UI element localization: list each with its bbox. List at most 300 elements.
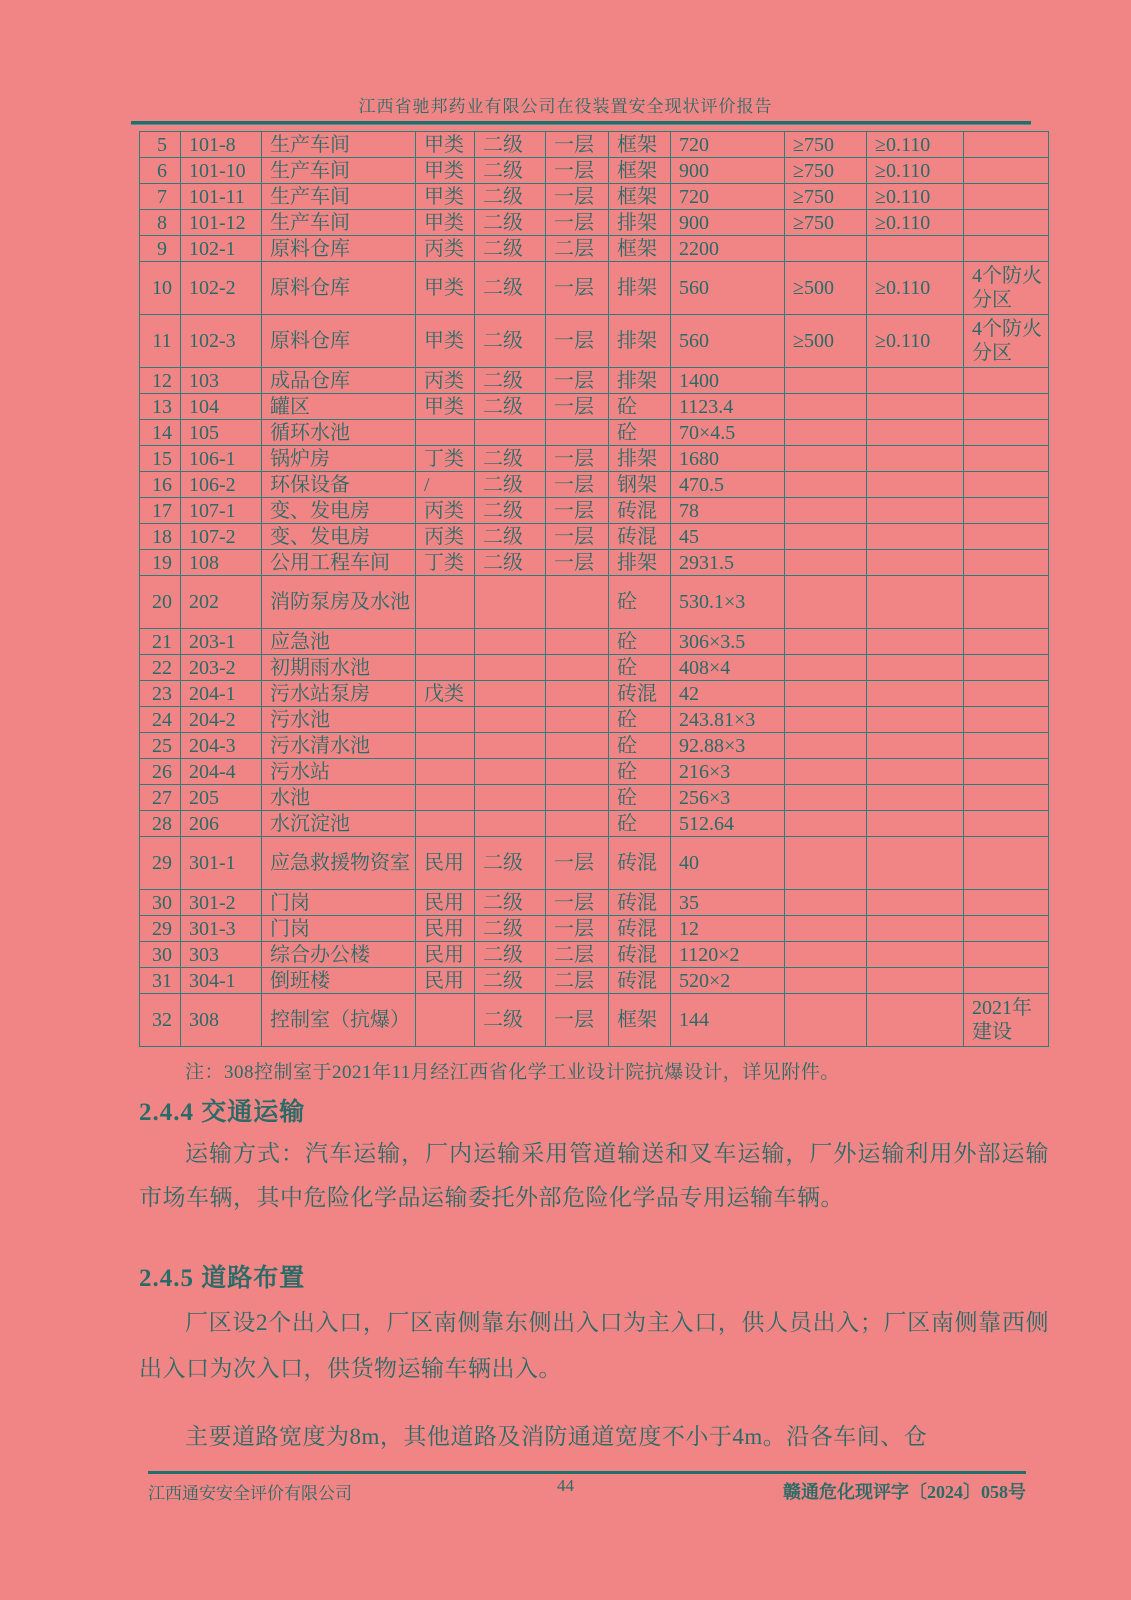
cell-ratio <box>867 942 964 968</box>
cell-no: 11 <box>140 315 181 368</box>
cell-floors: 一层 <box>546 472 609 498</box>
cell-dist <box>785 524 867 550</box>
cell-struct: 框架 <box>609 236 671 262</box>
cell-struct: 砼 <box>609 759 671 785</box>
cell-no: 27 <box>140 785 181 811</box>
cell-ratio <box>867 236 964 262</box>
cell-no: 29 <box>140 837 181 890</box>
cell-dist: ≥750 <box>785 210 867 236</box>
cell-remark <box>964 837 1049 890</box>
cell-rating: 二级 <box>475 210 546 236</box>
cell-struct: 砼 <box>609 733 671 759</box>
table-note: 注：308控制室于2021年11月经江西省化学工业设计院抗爆设计，详见附件。 <box>185 1062 840 1083</box>
cell-area: 1680 <box>671 446 785 472</box>
cell-remark <box>964 733 1049 759</box>
cell-area: 408×4 <box>671 655 785 681</box>
cell-dist <box>785 420 867 446</box>
cell-no: 32 <box>140 994 181 1047</box>
cell-cat: 甲类 <box>416 158 475 184</box>
cell-code: 102-3 <box>181 315 262 368</box>
cell-area: 520×2 <box>671 968 785 994</box>
cell-area: 216×3 <box>671 759 785 785</box>
cell-cat: 甲类 <box>416 262 475 315</box>
cell-area: 2931.5 <box>671 550 785 576</box>
cell-rating <box>475 811 546 837</box>
cell-floors: 一层 <box>546 994 609 1047</box>
cell-no: 14 <box>140 420 181 446</box>
cell-remark <box>964 184 1049 210</box>
cell-rating: 二级 <box>475 446 546 472</box>
header-rule <box>131 121 1031 125</box>
cell-floors: 一层 <box>546 132 609 158</box>
cell-remark <box>964 472 1049 498</box>
cell-area: 1123.4 <box>671 394 785 420</box>
cell-remark <box>964 811 1049 837</box>
cell-cat <box>416 733 475 759</box>
cell-no: 31 <box>140 968 181 994</box>
cell-name: 生产车间 <box>262 210 416 236</box>
cell-code: 105 <box>181 420 262 446</box>
cell-dist <box>785 472 867 498</box>
cell-cat <box>416 576 475 629</box>
cell-area: 306×3.5 <box>671 629 785 655</box>
cell-cat <box>416 811 475 837</box>
cell-ratio <box>867 681 964 707</box>
cell-remark <box>964 916 1049 942</box>
cell-remark <box>964 210 1049 236</box>
cell-name: 应急池 <box>262 629 416 655</box>
cell-remark <box>964 158 1049 184</box>
cell-no: 25 <box>140 733 181 759</box>
cell-cat: / <box>416 472 475 498</box>
cell-name: 变、发电房 <box>262 524 416 550</box>
cell-floors <box>546 420 609 446</box>
section-heading-road-layout: 2.4.5 道路布置 <box>139 1265 306 1292</box>
cell-remark <box>964 785 1049 811</box>
table-row <box>140 420 1049 446</box>
cell-ratio <box>867 420 964 446</box>
cell-struct: 排架 <box>609 315 671 368</box>
cell-ratio: ≥0.110 <box>867 315 964 368</box>
cell-area: 470.5 <box>671 472 785 498</box>
table-row <box>140 733 1049 759</box>
cell-struct: 排架 <box>609 368 671 394</box>
cell-dist <box>785 890 867 916</box>
cell-rating <box>475 629 546 655</box>
cell-remark <box>964 681 1049 707</box>
cell-code: 107-1 <box>181 498 262 524</box>
cell-dist <box>785 550 867 576</box>
cell-remark <box>964 576 1049 629</box>
cell-no: 26 <box>140 759 181 785</box>
cell-dist <box>785 968 867 994</box>
cell-struct: 砼 <box>609 785 671 811</box>
cell-area: 560 <box>671 262 785 315</box>
cell-no: 30 <box>140 890 181 916</box>
cell-code: 301-1 <box>181 837 262 890</box>
cell-name: 水池 <box>262 785 416 811</box>
cell-no: 23 <box>140 681 181 707</box>
cell-rating: 二级 <box>475 315 546 368</box>
cell-name: 水沉淀池 <box>262 811 416 837</box>
cell-name: 污水站 <box>262 759 416 785</box>
cell-dist <box>785 707 867 733</box>
cell-dist <box>785 942 867 968</box>
cell-floors: 二层 <box>546 236 609 262</box>
table-row <box>140 446 1049 472</box>
table-row <box>140 576 1049 629</box>
cell-name: 公用工程车间 <box>262 550 416 576</box>
cell-area: 1120×2 <box>671 942 785 968</box>
cell-floors: 一层 <box>546 368 609 394</box>
cell-cat: 甲类 <box>416 210 475 236</box>
footer-document-number: 赣通危化现评字〔2024〕058号 <box>783 1482 1026 1502</box>
cell-name: 罐区 <box>262 394 416 420</box>
cell-code: 303 <box>181 942 262 968</box>
cell-area: 12 <box>671 916 785 942</box>
cell-name: 倒班楼 <box>262 968 416 994</box>
cell-code: 304-1 <box>181 968 262 994</box>
footer-company: 江西通安安全评价有限公司 <box>148 1484 352 1503</box>
cell-name: 初期雨水池 <box>262 655 416 681</box>
cell-rating <box>475 759 546 785</box>
cell-rating: 二级 <box>475 968 546 994</box>
cell-no: 17 <box>140 498 181 524</box>
table-row <box>140 236 1049 262</box>
cell-floors: 一层 <box>546 837 609 890</box>
cell-code: 202 <box>181 576 262 629</box>
table-row <box>140 890 1049 916</box>
cell-dist <box>785 916 867 942</box>
table-row <box>140 942 1049 968</box>
table-row <box>140 315 1049 368</box>
cell-struct: 砖混 <box>609 968 671 994</box>
cell-name: 变、发电房 <box>262 498 416 524</box>
cell-no: 21 <box>140 629 181 655</box>
cell-dist <box>785 759 867 785</box>
cell-area: 1400 <box>671 368 785 394</box>
cell-area: 720 <box>671 132 785 158</box>
table-row <box>140 916 1049 942</box>
cell-area: 92.88×3 <box>671 733 785 759</box>
cell-code: 203-1 <box>181 629 262 655</box>
cell-code: 204-3 <box>181 733 262 759</box>
cell-area: 512.64 <box>671 811 785 837</box>
cell-remark: 2021年建设 <box>964 994 1049 1047</box>
cell-remark <box>964 524 1049 550</box>
cell-no: 28 <box>140 811 181 837</box>
cell-struct: 砖混 <box>609 916 671 942</box>
cell-no: 19 <box>140 550 181 576</box>
cell-dist: ≥500 <box>785 315 867 368</box>
cell-floors: 一层 <box>546 916 609 942</box>
cell-cat <box>416 629 475 655</box>
table-row <box>140 629 1049 655</box>
cell-cat: 甲类 <box>416 315 475 368</box>
cell-ratio <box>867 785 964 811</box>
table-row <box>140 262 1049 315</box>
cell-remark <box>964 968 1049 994</box>
table-row <box>140 498 1049 524</box>
cell-code: 206 <box>181 811 262 837</box>
cell-rating: 二级 <box>475 550 546 576</box>
cell-dist <box>785 733 867 759</box>
cell-cat: 戊类 <box>416 681 475 707</box>
cell-remark: 4个防火分区 <box>964 262 1049 315</box>
cell-ratio <box>867 629 964 655</box>
cell-struct: 砼 <box>609 655 671 681</box>
cell-code: 101-8 <box>181 132 262 158</box>
cell-remark <box>964 420 1049 446</box>
paragraph-road-entrances: 厂区设2个出入口，厂区南侧靠东侧出入口为主入口，供人员出入；厂区南侧靠西侧出入口为次入口，供货物运输车辆出入。 <box>139 1310 1049 1381</box>
cell-no: 29 <box>140 916 181 942</box>
cell-struct: 排架 <box>609 446 671 472</box>
cell-code: 301-3 <box>181 916 262 942</box>
table-row <box>140 132 1049 158</box>
table-row <box>140 994 1049 1047</box>
cell-ratio: ≥0.110 <box>867 184 964 210</box>
cell-floors: 一层 <box>546 550 609 576</box>
cell-dist: ≥750 <box>785 132 867 158</box>
cell-struct: 砼 <box>609 576 671 629</box>
cell-ratio <box>867 733 964 759</box>
cell-struct: 排架 <box>609 550 671 576</box>
cell-struct: 砖混 <box>609 837 671 890</box>
cell-cat: 民用 <box>416 916 475 942</box>
cell-code: 102-2 <box>181 262 262 315</box>
cell-ratio <box>867 759 964 785</box>
cell-cat: 丁类 <box>416 446 475 472</box>
cell-remark <box>964 550 1049 576</box>
cell-ratio <box>867 394 964 420</box>
cell-name: 门岗 <box>262 916 416 942</box>
cell-area: 78 <box>671 498 785 524</box>
cell-floors: 二层 <box>546 968 609 994</box>
cell-area: 530.1×3 <box>671 576 785 629</box>
cell-code: 106-2 <box>181 472 262 498</box>
cell-cat: 甲类 <box>416 132 475 158</box>
cell-cat: 甲类 <box>416 394 475 420</box>
cell-name: 原料仓库 <box>262 236 416 262</box>
cell-code: 301-2 <box>181 890 262 916</box>
cell-dist <box>785 629 867 655</box>
cell-code: 204-4 <box>181 759 262 785</box>
cell-struct: 砖混 <box>609 681 671 707</box>
cell-ratio <box>867 498 964 524</box>
cell-no: 12 <box>140 368 181 394</box>
cell-floors <box>546 629 609 655</box>
cell-rating: 二级 <box>475 916 546 942</box>
cell-cat: 丙类 <box>416 498 475 524</box>
cell-area: 144 <box>671 994 785 1047</box>
cell-cat: 民用 <box>416 837 475 890</box>
cell-name: 门岗 <box>262 890 416 916</box>
cell-name: 污水站泵房 <box>262 681 416 707</box>
cell-name: 原料仓库 <box>262 262 416 315</box>
cell-name: 生产车间 <box>262 158 416 184</box>
cell-remark <box>964 942 1049 968</box>
cell-floors <box>546 811 609 837</box>
footer-page-number: 44 <box>557 1476 574 1495</box>
cell-struct: 框架 <box>609 132 671 158</box>
cell-cat <box>416 994 475 1047</box>
building-table <box>139 131 1049 1047</box>
table-row <box>140 968 1049 994</box>
cell-no: 18 <box>140 524 181 550</box>
cell-dist <box>785 576 867 629</box>
cell-ratio <box>867 707 964 733</box>
cell-no: 16 <box>140 472 181 498</box>
paragraph-transport-mode: 运输方式：汽车运输，厂内运输采用管道输送和叉车运输，厂外运输利用外部运输市场车辆，其中危险化学品运输委托外部危险化学品专用运输车辆。 <box>139 1141 1049 1210</box>
cell-floors <box>546 759 609 785</box>
cell-rating <box>475 655 546 681</box>
cell-floors: 一层 <box>546 394 609 420</box>
cell-floors <box>546 655 609 681</box>
table-row <box>140 368 1049 394</box>
cell-remark <box>964 707 1049 733</box>
cell-code: 203-2 <box>181 655 262 681</box>
cell-cat: 民用 <box>416 890 475 916</box>
cell-remark <box>964 655 1049 681</box>
cell-no: 7 <box>140 184 181 210</box>
cell-floors: 一层 <box>546 315 609 368</box>
cell-area: 900 <box>671 210 785 236</box>
cell-dist <box>785 498 867 524</box>
cell-floors: 一层 <box>546 210 609 236</box>
cell-remark <box>964 236 1049 262</box>
cell-dist <box>785 994 867 1047</box>
cell-struct: 排架 <box>609 210 671 236</box>
cell-name: 污水池 <box>262 707 416 733</box>
cell-rating: 二级 <box>475 236 546 262</box>
table-row <box>140 394 1049 420</box>
cell-dist: ≥750 <box>785 158 867 184</box>
cell-name: 原料仓库 <box>262 315 416 368</box>
section-heading-transport: 2.4.4 交通运输 <box>139 1099 306 1126</box>
cell-rating: 二级 <box>475 262 546 315</box>
cell-ratio <box>867 655 964 681</box>
cell-dist <box>785 446 867 472</box>
cell-code: 308 <box>181 994 262 1047</box>
cell-name: 综合办公楼 <box>262 942 416 968</box>
cell-area: 243.81×3 <box>671 707 785 733</box>
table-row <box>140 785 1049 811</box>
cell-struct: 砼 <box>609 420 671 446</box>
cell-ratio <box>867 550 964 576</box>
cell-cat <box>416 655 475 681</box>
cell-code: 205 <box>181 785 262 811</box>
cell-dist <box>785 394 867 420</box>
cell-name: 循环水池 <box>262 420 416 446</box>
cell-area: 45 <box>671 524 785 550</box>
cell-area: 42 <box>671 681 785 707</box>
cell-struct: 排架 <box>609 262 671 315</box>
cell-ratio <box>867 811 964 837</box>
cell-area: 560 <box>671 315 785 368</box>
cell-ratio: ≥0.110 <box>867 132 964 158</box>
running-header-title: 江西省驰邦药业有限公司在役装置安全现状评价报告 <box>358 97 773 116</box>
cell-floors: 一层 <box>546 262 609 315</box>
cell-struct: 砖混 <box>609 890 671 916</box>
table-row <box>140 655 1049 681</box>
cell-struct: 砖混 <box>609 524 671 550</box>
cell-ratio <box>867 916 964 942</box>
cell-remark <box>964 759 1049 785</box>
cell-code: 108 <box>181 550 262 576</box>
cell-no: 10 <box>140 262 181 315</box>
cell-rating: 二级 <box>475 158 546 184</box>
cell-dist <box>785 811 867 837</box>
cell-no: 15 <box>140 446 181 472</box>
cell-ratio: ≥0.110 <box>867 262 964 315</box>
cell-remark <box>964 446 1049 472</box>
cell-struct: 钢架 <box>609 472 671 498</box>
cell-floors: 一层 <box>546 524 609 550</box>
cell-struct: 砼 <box>609 629 671 655</box>
cell-rating: 二级 <box>475 524 546 550</box>
cell-name: 生产车间 <box>262 132 416 158</box>
cell-ratio <box>867 994 964 1047</box>
cell-code: 101-12 <box>181 210 262 236</box>
cell-no: 8 <box>140 210 181 236</box>
cell-ratio: ≥0.110 <box>867 158 964 184</box>
table-row <box>140 158 1049 184</box>
cell-area: 70×4.5 <box>671 420 785 446</box>
table-row <box>140 472 1049 498</box>
cell-name: 锅炉房 <box>262 446 416 472</box>
cell-dist: ≥500 <box>785 262 867 315</box>
cell-area: 35 <box>671 890 785 916</box>
cell-ratio <box>867 368 964 394</box>
cell-rating: 二级 <box>475 942 546 968</box>
cell-ratio <box>867 446 964 472</box>
cell-area: 720 <box>671 184 785 210</box>
cell-area: 900 <box>671 158 785 184</box>
cell-no: 13 <box>140 394 181 420</box>
cell-no: 5 <box>140 132 181 158</box>
cell-no: 6 <box>140 158 181 184</box>
table-row <box>140 210 1049 236</box>
table-row <box>140 550 1049 576</box>
cell-code: 204-2 <box>181 707 262 733</box>
cell-code: 107-2 <box>181 524 262 550</box>
cell-rating: 二级 <box>475 368 546 394</box>
cell-rating <box>475 733 546 759</box>
cell-rating <box>475 420 546 446</box>
cell-cat: 民用 <box>416 942 475 968</box>
cell-cat: 丁类 <box>416 550 475 576</box>
cell-ratio <box>867 576 964 629</box>
cell-no: 24 <box>140 707 181 733</box>
table-row <box>140 759 1049 785</box>
cell-code: 101-10 <box>181 158 262 184</box>
cell-ratio <box>867 472 964 498</box>
cell-cat <box>416 707 475 733</box>
cell-remark <box>964 498 1049 524</box>
cell-rating: 二级 <box>475 184 546 210</box>
cell-struct: 砖混 <box>609 942 671 968</box>
cell-rating <box>475 707 546 733</box>
cell-ratio <box>867 524 964 550</box>
footer-rule <box>148 1471 1026 1474</box>
cell-rating: 二级 <box>475 837 546 890</box>
cell-struct: 框架 <box>609 994 671 1047</box>
cell-cat <box>416 759 475 785</box>
cell-dist <box>785 655 867 681</box>
cell-rating: 二级 <box>475 132 546 158</box>
cell-code: 204-1 <box>181 681 262 707</box>
cell-floors <box>546 576 609 629</box>
